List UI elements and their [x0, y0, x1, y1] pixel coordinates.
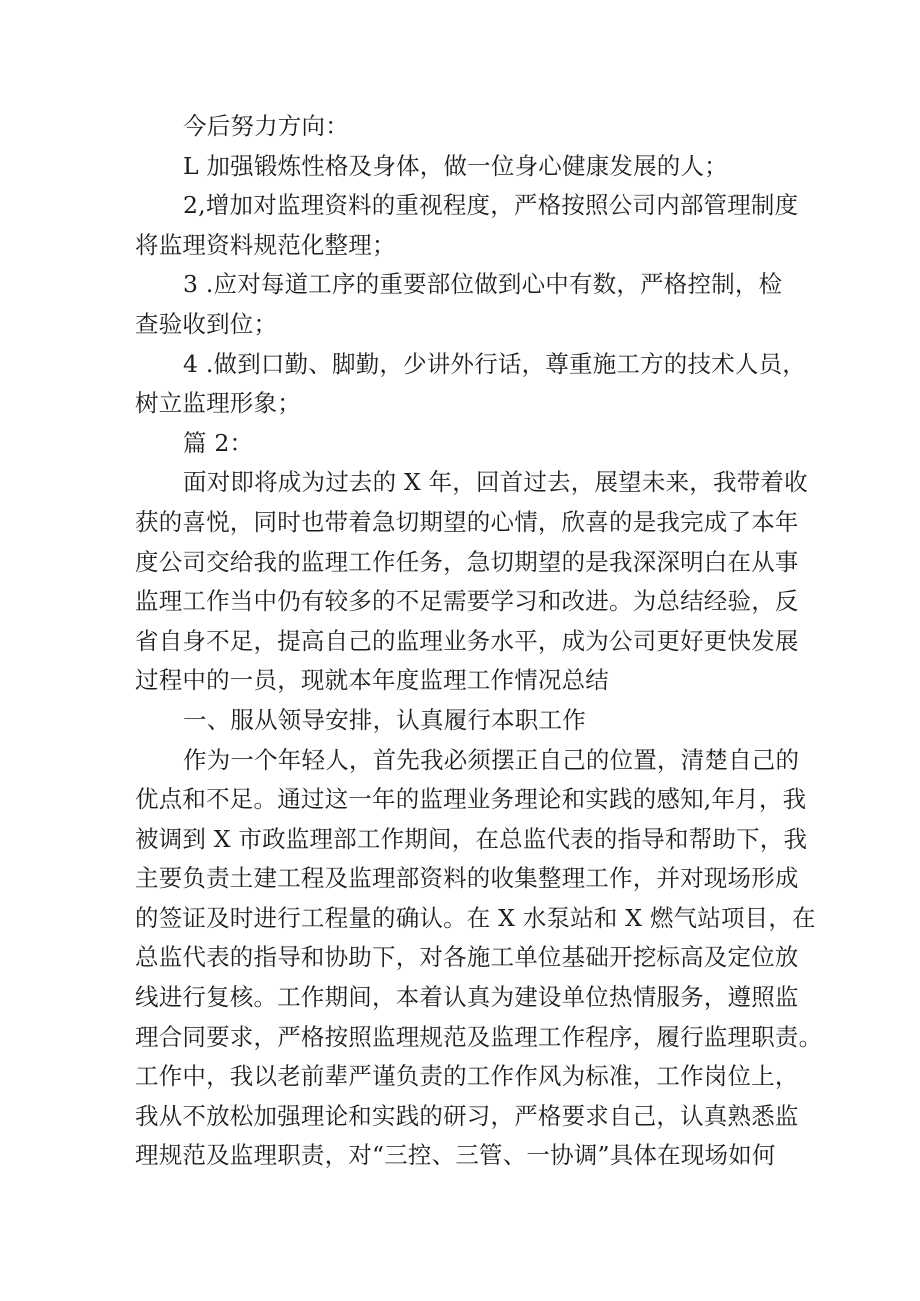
paragraph-line: 过程中的一员，现就本年度监理工作情况总结 [135, 666, 609, 695]
paragraph-line: 主要负责土建工程及监理部资料的收集整理工作，并对现场形成 [135, 864, 799, 893]
paragraph-line: 线进行复核。工作期间，本着认真为建设单位热情服务，遵照监 [135, 983, 799, 1012]
document-body [135, 107, 823, 1176]
paragraph-first-line: 篇 2： [183, 428, 254, 457]
paragraph-first-line: 一、服从领导安排，认真履行本职工作 [183, 705, 586, 734]
paragraph-line: 获的喜悦，同时也带着急切期望的心情，欣喜的是我完成了本年 [135, 507, 799, 536]
paragraph-line: 我从不放松加强理论和实践的研习，严格要求自己，认真熟悉监 [135, 1101, 799, 1130]
paragraph-line: 将监理资料规范化整理； [135, 230, 396, 259]
paragraph-first-line: 2,增加对监理资料的重视程度，严格按照公司内部管理制度 [183, 191, 799, 220]
paragraph-line: 优点和不足。通过这一年的监理业务理论和实践的感知,年月，我 [135, 785, 807, 814]
paragraph-line: 的签证及时进行工程量的确认。在 X 水泵站和 X 燃气站项目，在 [135, 903, 816, 932]
paragraph-line: 被调到 X 市政监理部工作期间，在总监代表的指导和帮助下，我 [135, 824, 808, 853]
paragraph-heading-direction [135, 107, 807, 147]
paragraph-line: 理合同要求，严格按照监理规范及监理工作程序，履行监理职责。 [135, 1022, 823, 1051]
paragraph-section-2-heading [135, 424, 807, 464]
paragraph-first-line: L 加强锻炼性格及身体，做一位身心健康发展的人； [183, 151, 728, 180]
paragraph-line: 度公司交给我的监理工作任务，急切期望的是我深深明白在从事 [135, 547, 799, 576]
paragraph-first-line: 4 .做到口勤、脚勤，少讲外行话，尊重施工方的技术人员， [183, 349, 806, 378]
paragraph-item-3 [135, 265, 807, 344]
paragraph-first-line: 作为一个年轻人，首先我必须摆正自己的位置，清楚自己的 [183, 745, 800, 774]
paragraph-line: 监理工作当中仍有较多的不足需要学习和改进。为总结经验，反 [135, 587, 799, 616]
paragraph-first-line: 面对即将成为过去的 X 年，回首过去，展望未来，我带着收 [183, 468, 808, 497]
paragraph-item-2 [135, 186, 807, 265]
paragraph-line: 查验收到位； [135, 309, 278, 338]
paragraph-line: 总监代表的指导和协助下，对各施工单位基础开挖标高及定位放 [135, 943, 799, 972]
paragraph-intro [135, 463, 807, 701]
paragraph-subheading-1 [135, 701, 807, 741]
paragraph-first-line: 3 .应对每道工序的重要部位做到心中有数，严格控制，检 [183, 270, 783, 299]
paragraph-body-1 [135, 741, 823, 1177]
paragraph-item-4 [135, 345, 807, 424]
paragraph-line: 树立监理形象； [135, 389, 301, 418]
paragraph-line: 省自身不足，提高自己的监理业务水平，成为公司更好更快发展 [135, 626, 799, 655]
paragraph-first-line: 今后努力方向： [183, 112, 349, 140]
paragraph-line: 工作中，我以老前辈严谨负责的工作作风为标准，工作岗位上， [135, 1062, 799, 1091]
paragraph-line: 理规范及监理职责，对“三控、三管、一协调”具体在现场如何 [135, 1141, 776, 1170]
paragraph-item-1 [135, 147, 807, 187]
